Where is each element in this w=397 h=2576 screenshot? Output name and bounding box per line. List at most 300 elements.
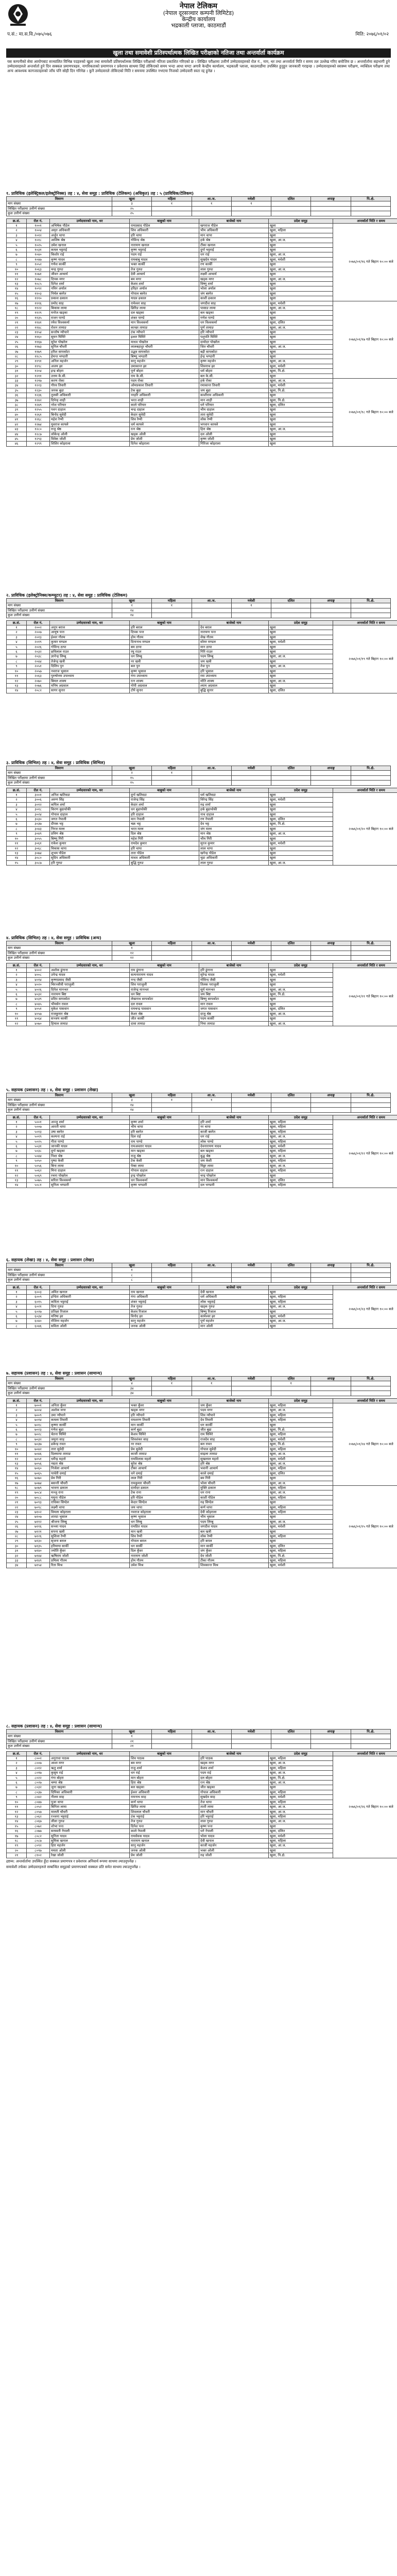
father-name-cell: प्रेम जोशी: [130, 1853, 199, 1858]
candidate-header-cell: बाजेको नाम: [199, 1115, 269, 1120]
serial-cell: २: [7, 973, 27, 977]
roll-number-cell: २००७: [27, 630, 50, 635]
candidate-table: [6, 788, 397, 866]
grandfather-name-cell: जगत पासवान: [199, 1007, 269, 1011]
vacancy-header-cell: पि.क्षे.: [351, 766, 390, 771]
serial-cell: १०: [7, 836, 27, 841]
vacancy-header-cell: दलित: [271, 599, 311, 603]
grandfather-name-cell: बल के.सी.: [199, 374, 269, 378]
vacancy-row-label: माग संख्या: [7, 201, 112, 206]
group-cell: खुला, महिला: [269, 1413, 333, 1417]
grandfather-name-cell: हरि श्रेष्ठ: [199, 1461, 269, 1466]
vacancy-cell: [192, 1391, 231, 1396]
serial-cell: १०: [7, 1800, 27, 1804]
serial-cell: १२: [7, 846, 27, 851]
candidate-name-cell: गीता पाण्डे: [50, 1139, 130, 1144]
vacancy-row: [7, 1278, 391, 1282]
father-name-cell: कान्छा तामाङ: [130, 325, 199, 330]
grandfather-name-cell: पूर्ण महर्जन: [199, 1319, 269, 1324]
roll-number-cell: ४०३२: [27, 992, 50, 997]
father-name-cell: मान कार्की: [130, 1422, 199, 1427]
candidate-row: [7, 793, 397, 798]
roll-number-cell: १२९९: [27, 442, 50, 446]
group-cell: खुला: [269, 674, 333, 679]
vacancy-cell: ३: [112, 1098, 152, 1103]
father-name-cell: तेज गुरुङ: [130, 1819, 199, 1824]
serial-cell: ८: [7, 1324, 27, 1328]
grandfather-name-cell: सुखदेव यादव: [199, 257, 269, 262]
serial-cell: १३: [7, 281, 27, 286]
candidate-name-cell: किरण बुढाथोकी: [50, 807, 130, 812]
roll-number-cell: ८०७२: [27, 1824, 50, 1828]
roll-number-cell: ८०१२: [27, 1766, 50, 1770]
serial-cell: ३: [7, 1766, 27, 1770]
serial-cell: ११: [7, 841, 27, 846]
serial-cell: १८: [7, 1838, 27, 1843]
candidate-name-cell: हेमन्त भण्डारी: [50, 354, 130, 359]
serial-cell: ४: [7, 238, 27, 243]
roll-number-cell: ४०२६: [27, 987, 50, 992]
vacancy-cell: २१: [112, 1744, 152, 1749]
grandfather-name-cell: रुद्र सिग्देल: [199, 1500, 269, 1505]
serial-cell: २९: [7, 1539, 27, 1544]
vacancy-row: [7, 206, 391, 211]
candidate-row: [7, 379, 397, 383]
grandfather-name-cell: दाजु श्रेष्ठ: [199, 1011, 269, 1016]
father-name-cell: उद्धव सापकोटा: [130, 349, 199, 354]
father-name-cell: मान नेपाली: [130, 817, 199, 822]
group-cell: खुला: [269, 315, 333, 320]
roll-number-cell: ५०३८: [27, 1149, 50, 1154]
father-name-cell: रामविलास महतो: [130, 1456, 199, 1461]
father-name-cell: हरि बस्नेत: [130, 1129, 199, 1134]
roll-number-cell: ८०३२: [27, 1785, 50, 1790]
group-cell: खुला: [269, 856, 333, 860]
grandfather-name-cell: मान थापा: [199, 233, 269, 238]
father-name-cell: रामेश्वर साह: [130, 301, 199, 306]
roll-number-cell: ३००६: [27, 798, 50, 802]
group-cell: खुला: [269, 1016, 333, 1021]
candidate-name-cell: नीलम साह: [50, 1795, 130, 1800]
interview-schedule-cell: २०७६/०१/२६ गते बिहान १०:०० बजे: [333, 1756, 397, 1858]
group-cell: खुला: [269, 224, 333, 228]
group-cell: खुला: [269, 982, 333, 987]
roll-number-cell: ७१४४: [27, 1553, 50, 1558]
interview-schedule-cell: २०७६/०१/१७ गते बिहान १०:०० बजे: [333, 301, 397, 379]
candidate-name-cell: गणेश बुढा: [50, 1428, 130, 1432]
vacancy-cell: [271, 1734, 311, 1739]
vacancy-header-cell: दलित: [271, 1377, 311, 1381]
candidate-row: [7, 1756, 397, 1761]
candidate-header-cell: बाबुको नाम: [130, 1285, 199, 1290]
vacancy-cell: [231, 608, 271, 613]
serial-cell: २६: [7, 345, 27, 349]
grandfather-name-cell: बम गिरी: [199, 1476, 269, 1481]
serial-cell: १३: [7, 683, 27, 688]
grandfather-name-cell: भक्त ओली: [199, 1848, 269, 1853]
vacancy-cell: [271, 771, 311, 775]
candidate-name-cell: आरती थापा: [50, 1125, 130, 1129]
grandfather-name-cell: जंग बस्नेत: [199, 291, 269, 296]
candidate-name-cell: पार्वती दमाई: [50, 1471, 130, 1476]
vacancy-row-label: कुल उत्तीर्ण संख्या: [7, 211, 112, 216]
result-section: [6, 191, 391, 447]
group-cell: खुला: [269, 1539, 333, 1544]
vacancy-row-label: माग संख्या: [7, 946, 112, 951]
roll-number-cell: ५००१: [27, 1120, 50, 1125]
group-cell: खुला: [269, 1324, 333, 1328]
candidate-name-cell: मुकेश पासवान: [50, 1007, 130, 1011]
father-name-cell: केदार सिग्देल: [130, 1500, 199, 1505]
vacancy-cell: [311, 951, 351, 955]
father-name-cell: रामशरण तिवारी: [130, 1418, 199, 1422]
roll-number-cell: ७०६०: [27, 1466, 50, 1471]
roll-number-cell: ७१४९: [27, 1558, 50, 1563]
candidate-header-cell: प्रदेश समूह: [269, 963, 333, 968]
candidate-name-cell: प्रविण श्रेष्ठ: [50, 832, 130, 836]
group-cell: खुला: [269, 1848, 333, 1853]
vacancy-header-cell: दलित: [271, 197, 311, 201]
vacancy-cell: [271, 951, 311, 955]
candidate-header-cell: प्रदेश समूह: [269, 620, 333, 625]
candidate-name-cell: कृष्ण यादव: [50, 257, 130, 262]
serial-cell: ३३: [7, 1558, 27, 1563]
candidate-name-cell: दिपा गुरुङ: [50, 1304, 130, 1309]
vacancy-header-cell: मधेशी: [231, 766, 271, 771]
vacancy-cell: १: [192, 201, 231, 206]
vacancy-cell: [351, 201, 390, 206]
grandfather-name-cell: पदम लिम्बु: [199, 654, 269, 659]
vacancy-row-label: माग संख्या: [7, 771, 112, 775]
candidate-name-cell: अञ्जु शर्मा: [50, 1120, 130, 1125]
candidate-name-cell: प्रेम गिरी: [50, 1476, 130, 1481]
grandfather-name-cell: श्याम अग्रवाल: [199, 683, 269, 688]
group-cell: खुला: [269, 650, 333, 654]
group-cell: खुला, महिला: [269, 1558, 333, 1563]
candidate-row: [7, 625, 397, 630]
candidate-name-cell: अनिल महर्जन: [50, 359, 130, 364]
candidate-header-cell: बाबुको नाम: [130, 218, 199, 223]
group-cell: खुला: [269, 669, 333, 673]
father-name-cell: कृष्ण भुसाल: [130, 1515, 199, 1519]
vacancy-table: [6, 196, 391, 216]
group-cell: खुला, मधेशी: [269, 973, 333, 977]
group-cell: खुला: [269, 281, 333, 286]
group-cell: खुला: [269, 1529, 333, 1534]
group-cell: खुला: [269, 1173, 333, 1178]
father-name-cell: कर्ण थापा: [130, 1800, 199, 1804]
vacancy-cell: [271, 1268, 311, 1273]
group-cell: खुला, महिला: [269, 1534, 333, 1539]
candidate-name-cell: राकेश कुमार: [50, 841, 130, 846]
vacancy-cell: [311, 1273, 351, 1277]
candidate-name-cell: उमा न्यौपाने: [50, 1413, 130, 1417]
vacancy-cell: [351, 775, 390, 780]
group-cell: खुला: [269, 635, 333, 639]
roll-number-cell: १२६१: [27, 412, 50, 417]
roll-number-cell: ११२२: [27, 306, 50, 310]
candidate-header-cell: बाजेको नाम: [199, 963, 269, 968]
father-name-cell: दिल कुँवर: [130, 1549, 199, 1553]
serial-cell: ४६: [7, 442, 27, 446]
group-cell: खुला, महिला: [269, 228, 333, 233]
vacancy-cell: १: [152, 201, 192, 206]
vacancy-row: [7, 775, 391, 780]
roll-number-cell: ५०६२: [27, 1168, 50, 1173]
result-section: [6, 1087, 391, 1188]
father-name-cell: शिव अधिकारी: [130, 228, 199, 233]
candidate-name-cell: सपना खत्री: [50, 1529, 130, 1534]
candidate-name-cell: इन्दिरा अधिकारी: [50, 1295, 130, 1299]
vacancy-cell: [351, 1103, 390, 1107]
serial-cell: ७: [7, 997, 27, 1002]
roll-number-cell: २०७६: [27, 683, 50, 688]
vacancy-table: [6, 1729, 391, 1749]
father-name-cell: दिनेश पन्त: [130, 1824, 199, 1828]
grandfather-name-cell: मान सार्की: [199, 1544, 269, 1548]
roll-number-cell: ३०२४: [27, 812, 50, 817]
serial-cell: ६: [7, 817, 27, 822]
vacancy-cell: [271, 946, 311, 951]
grandfather-name-cell: गोपाल अधिकारी: [199, 1790, 269, 1794]
father-name-cell: मान खत्री: [130, 1529, 199, 1534]
candidate-name-cell: जीवन आचार्य: [50, 272, 130, 277]
candidate-name-cell: शारदा भुसाल: [50, 1515, 130, 1519]
grandfather-name-cell: विष्णु शर्मा: [199, 281, 269, 286]
candidate-name-cell: हरिश सापकोटा: [50, 349, 130, 354]
grandfather-name-cell: काशीराम अधिकारी: [199, 393, 269, 398]
grandfather-name-cell: लक्ष्मी आचार्य: [199, 272, 269, 277]
vacancy-cell: [231, 781, 271, 785]
candidate-name-cell: कुसुम राई: [50, 1771, 130, 1775]
roll-number-cell: १२४२: [27, 398, 50, 402]
candidate-name-cell: अनुराधा पाठक: [50, 1756, 130, 1761]
group-cell: खुला, मधेशी: [269, 841, 333, 846]
serial-cell: १: [7, 1120, 27, 1125]
serial-cell: २१: [7, 320, 27, 325]
grandfather-name-cell: भीम दाहाल: [199, 408, 269, 412]
grandfather-name-cell: पदम राई: [199, 1771, 269, 1775]
candidate-name-cell: युवराज काफ्ले: [50, 422, 130, 427]
serial-cell: ११: [7, 674, 27, 679]
roll-number-cell: ८०६२: [27, 1814, 50, 1819]
candidate-name-cell: गणेश कार्की: [50, 262, 130, 267]
group-cell: खुला, महिला: [269, 1418, 333, 1422]
candidate-name-cell: ज्योति कुँवर: [50, 1549, 130, 1553]
candidate-name-cell: प्रकाश ढकाल: [50, 296, 130, 301]
grandfather-name-cell: रत्न श्रेष्ठ: [199, 1781, 269, 1785]
grandfather-name-cell: लाल गुरुङ: [199, 860, 269, 865]
grandfather-name-cell: सुरज कुमार: [199, 841, 269, 846]
grandfather-name-cell: पदम लिम्बु: [199, 1519, 269, 1524]
grandfather-name-cell: हर्क बुढाथोकी: [199, 807, 269, 812]
father-name-cell: गोपाल दाहाल: [130, 1168, 199, 1173]
grandfather-name-cell: जीत खड्का: [199, 1785, 269, 1790]
vacancy-row: [7, 946, 391, 951]
roll-number-cell: ४००८: [27, 973, 50, 977]
serial-cell: ८: [7, 826, 27, 831]
candidate-name-cell: इन्द्र बोहरा: [50, 369, 130, 374]
group-cell: खुला, मधेशी: [269, 1524, 333, 1529]
vacancy-cell: १२: [112, 956, 152, 960]
grandfather-name-cell: हरि भुसाल: [199, 669, 269, 673]
roll-number-cell: ८०५२: [27, 1805, 50, 1809]
vacancy-cell: [271, 1386, 311, 1391]
vacancy-row-label: कुल उत्तीर्ण संख्या: [7, 613, 112, 618]
candidate-name-cell: दिपक मगर: [50, 277, 130, 281]
candidate-name-cell: अभिषेक पौडेल: [50, 224, 130, 228]
roll-number-cell: १२१७: [27, 379, 50, 383]
vacancy-cell: [311, 1098, 351, 1103]
group-cell: खुला, पि.क्षे.: [269, 822, 333, 826]
candidate-header-cell: क्र.सं.: [7, 620, 27, 625]
vacancy-header-cell: पि.क्षे.: [351, 1093, 390, 1098]
roll-number-cell: ७१०२: [27, 1510, 50, 1514]
roll-number-cell: ८१०२: [27, 1853, 50, 1858]
group-cell: खुला, महिला: [269, 1510, 333, 1514]
roll-number-cell: ११६७: [27, 340, 50, 344]
grandfather-name-cell: भीम भुसाल: [199, 1515, 269, 1519]
candidate-name-cell: प्रदिप सापकोटा: [50, 997, 130, 1002]
group-cell: खुला, मधेशी: [269, 1834, 333, 1838]
grandfather-name-cell: हरि पाठक: [199, 1756, 269, 1761]
father-name-cell: हिरा श्रेष्ठ: [130, 1781, 199, 1785]
serial-cell: १२: [7, 679, 27, 683]
roll-number-cell: ४०६४: [27, 1016, 50, 1021]
serial-cell: ४२: [7, 422, 27, 427]
serial-cell: २: [7, 1408, 27, 1413]
father-name-cell: कृष्ण भुसाल: [130, 669, 199, 673]
vacancy-cell: [351, 1381, 390, 1386]
serial-cell: ४: [7, 1134, 27, 1139]
group-cell: खुला: [269, 330, 333, 334]
group-cell: खुला: [269, 340, 333, 344]
group-cell: खुला, दलित: [269, 1178, 333, 1182]
group-cell: खुला: [269, 412, 333, 417]
father-name-cell: काले नेपाली: [130, 1829, 199, 1834]
candidate-name-cell: लक्ष्मी थापा: [50, 1505, 130, 1510]
group-cell: खुला, पि.क्षे.: [269, 388, 333, 393]
father-name-cell: इश्वर घिमिरे: [130, 335, 199, 340]
father-name-cell: मान बोहरा: [130, 1775, 199, 1780]
group-cell: खुला: [269, 968, 333, 973]
group-cell: खुला, आ.ज.: [269, 1461, 333, 1466]
group-cell: खुला, महिला: [269, 1299, 333, 1304]
candidate-name-cell: प्रमोद साह: [50, 301, 130, 306]
vacancy-header-cell: खुला: [112, 599, 152, 603]
father-name-cell: केशव घिमिरे: [130, 1432, 199, 1437]
grandfather-name-cell: धर्म अधिकारी: [199, 1295, 269, 1299]
roll-number-cell: ७०२३: [27, 1428, 50, 1432]
group-cell: खुला: [269, 436, 333, 441]
roll-number-cell: ८०२७: [27, 1781, 50, 1785]
vacancy-cell: [351, 1273, 390, 1277]
group-cell: खुला: [269, 286, 333, 291]
father-name-cell: हरि बराल: [130, 625, 199, 630]
result-section: [6, 1370, 391, 1568]
candidate-name-cell: निर्जला आचार्य: [50, 1466, 130, 1471]
vacancy-header-cell: महिला: [152, 941, 192, 946]
group-cell: खुला, आ.ज.: [269, 252, 333, 257]
candidate-name-cell: गौरव तिवारी: [50, 383, 130, 388]
group-cell: खुला, आ.ज.: [269, 987, 333, 992]
grandfather-name-cell: खड्क मगर: [199, 277, 269, 281]
roll-number-cell: ७१२६: [27, 1534, 50, 1539]
serial-cell: ३२: [7, 1553, 27, 1558]
father-name-cell: रामअवतार यादव: [130, 1144, 199, 1149]
group-cell: खुला, आ.ज.: [269, 379, 333, 383]
father-name-cell: सानु महर्जन: [130, 1843, 199, 1848]
roll-number-cell: ३००१: [27, 793, 50, 798]
father-name-cell: भक्त कुँवर: [130, 1403, 199, 1408]
vacancy-header-cell: मधेशी: [231, 1093, 271, 1098]
candidate-name-cell: रचना पोखरेल: [50, 1173, 130, 1178]
vacancy-cell: [152, 1108, 192, 1112]
serial-cell: ७: [7, 654, 27, 659]
roll-number-cell: ७१२१: [27, 1529, 50, 1534]
candidate-name-cell: किशोर राई: [50, 252, 130, 257]
serial-cell: ९: [7, 1442, 27, 1447]
group-cell: खुला, आ.ज.: [269, 325, 333, 330]
father-name-cell: जनक ओली: [130, 1848, 199, 1853]
vacancy-header-cell: विवरण: [7, 941, 112, 946]
vacancy-header-cell: मधेशी: [231, 1263, 271, 1268]
roll-number-cell: ७०७९: [27, 1485, 50, 1490]
father-name-cell: लाल गिरी: [130, 1476, 199, 1481]
vacancy-header-cell: दलित: [271, 1093, 311, 1098]
vacancy-cell: [311, 946, 351, 951]
candidate-name-cell: जगत नेपाली: [50, 817, 130, 822]
serial-cell: १: [7, 793, 27, 798]
office-name: केन्द्रीय कार्यालय: [182, 16, 215, 23]
vacancy-row: [7, 1268, 391, 1273]
roll-number-cell: ५०७५: [27, 1178, 50, 1182]
vacancy-header-cell: पि.क्षे.: [351, 1263, 390, 1268]
interview-schedule-cell: २०७६/०१/१८ गते बिहान १०:०० बजे: [333, 379, 397, 447]
father-name-cell: हरि दाहाल: [130, 812, 199, 817]
group-cell: खुला, महिला: [269, 1549, 333, 1553]
grandfather-name-cell: तारा सुवेदी: [199, 412, 269, 417]
candidate-header-cell: बाजेको नाम: [199, 620, 269, 625]
serial-cell: १०: [7, 669, 27, 673]
roll-number-cell: ५०६९: [27, 1173, 50, 1178]
roll-number-cell: ७००१: [27, 1403, 50, 1408]
father-name-cell: सानु महर्जन: [130, 1319, 199, 1324]
roll-number-cell: १०७१: [27, 272, 50, 277]
serial-cell: ८: [7, 659, 27, 664]
roll-number-cell: २०३८: [27, 654, 50, 659]
grandfather-name-cell: टीका खनाल: [199, 243, 269, 247]
roll-number-cell: ८०९२: [27, 1843, 50, 1848]
roll-number-cell: २०५७: [27, 669, 50, 673]
candidate-name-cell: अमृत अधिकारी: [50, 228, 130, 233]
father-name-cell: प्रेम जोशी: [130, 436, 199, 441]
serial-cell: २: [7, 228, 27, 233]
roll-number-cell: ११३५: [27, 315, 50, 320]
father-name-cell: चन्द्र दाहाल: [130, 408, 199, 412]
grandfather-name-cell: कृष्ण पन्त: [199, 1824, 269, 1828]
vacancy-cell: [152, 951, 192, 955]
group-cell: खुला, महिला: [269, 1790, 333, 1794]
group-cell: खुला, मधेशी: [269, 301, 333, 306]
roll-number-cell: ७१३५: [27, 1544, 50, 1548]
vacancy-row: [7, 1734, 391, 1739]
vacancy-row-label: लिखित परीक्षामा उत्तीर्ण संख्या: [7, 775, 112, 780]
candidate-name-cell: भावना ढकाल: [50, 1485, 130, 1490]
vacancy-cell: [192, 1278, 231, 1282]
vacancy-header-cell: आ.ज.: [192, 599, 231, 603]
vacancy-cell: [152, 206, 192, 211]
